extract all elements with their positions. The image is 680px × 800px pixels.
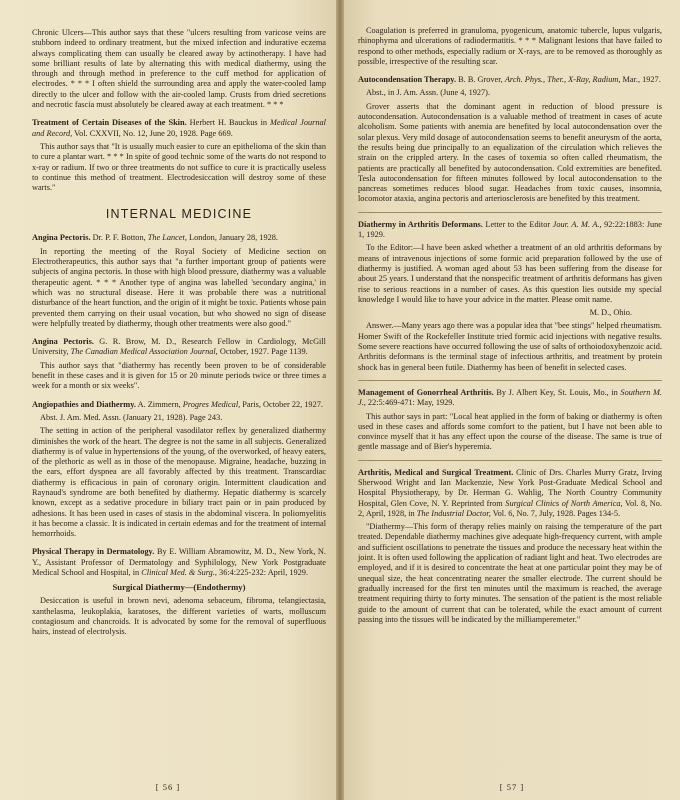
derm-subheading: Surgical Diathermy—(Endothermy)	[112, 582, 246, 593]
arth-citation	[358, 220, 662, 241]
ms-citation-part: Vol. 8, No. 2, April, 1928, in	[358, 498, 662, 518]
auto-citation-part: Mar., 1927.	[620, 75, 661, 85]
derm-journal: Clinical Med. & Surg.,	[141, 568, 217, 578]
auto-citation-part: B. B. Grover,	[456, 75, 505, 85]
ms-citation-part: Vol. 6, No. 7, July, 1928. Pages 134-5.	[490, 508, 621, 518]
angina2-citation	[32, 337, 326, 358]
angio-heading: Angiopathies and Diathermy.	[32, 399, 136, 409]
book-gutter	[336, 0, 344, 800]
gon-journal: Southern M. J.,	[358, 387, 662, 408]
angio-body: The setting in action of the peripheral vasodilator reflex by generalized diathermy diminishes the work of the heart. The degree is not the same in all subjects. Generalized diathermy is of value in hypertensions of the young, of the overworked, of heavy eaters, of the plethoric as well as in those of the menopause. Migraine, headache, buzzing in the ears, effort dyspnea are all favorably affected by this treatment. Transcardiac diathermy is efficacious in pain of coronary origin. Intermittent claudication and Raynaud's syndrome are both benefited by diathermy. Hepatic diathermy is scarcely known, except as a sedative procedure in biliary tract pain or in pain produced by adhesions. It has been used in cases of stasis in the abdominal viscera. In poliomyelitis it has become a classic. It is indicated in certain edemas and for the treatment of internal hemorrhoids.	[32, 426, 326, 539]
derm-citation-part: 36:4:225-232: April, 1929.	[216, 568, 309, 578]
ms-citation-part: Clinic of Drs. Charles Murry Gratz, Irving Sherwood Wright and Ian Mackenzie, New York Post-Graduate Medical School and Hospital Physiotherapy, by Dr. Herman G. Wahlig, The North Country Community Hospital, Glen Cove, N. Y. Reprinted from	[358, 467, 662, 508]
arth-journal: Jour. A. M. A.,	[552, 219, 602, 229]
angio-abstract-ref: Abst. J. Am. Med. Assn. (January 21, 1928). Page 243.	[40, 412, 223, 422]
ms-heading: Arthritis, Medical and Surgical Treatment.	[358, 467, 514, 477]
skin-article-heading: Treatment of Certain Diseases of the Skin.	[32, 118, 187, 128]
angio-journal: Progres Medical,	[182, 399, 241, 409]
angina1-heading: Angina Pectoris.	[32, 233, 91, 243]
auto-abstract-ref: Abst., in J. Am. Assn. (June 4, 1927).	[366, 88, 490, 98]
page-number-left: [ 56 ]	[155, 782, 181, 792]
divider	[358, 212, 662, 213]
ms-journal-2: The Industrial Doctor,	[416, 508, 491, 518]
skin-citation-part: Herbert H. Bauckus in	[186, 118, 271, 128]
angina2-journal: The Canadian Medical Association Journal,	[70, 347, 218, 357]
left-page	[0, 0, 336, 800]
gon-citation	[358, 388, 662, 409]
angina2-citation-part: October, 1927. Page 1139.	[217, 347, 308, 357]
angio-citation	[32, 400, 326, 410]
arth-citation-part: Letter to the Editor	[482, 219, 553, 229]
arth-letter: To the Editor:—I have been asked whether a treatment of an old arthritis deformans by means of intravenous injections of some formic acid preparation followed by the use of diathermy is justified. A woman aged about 53 has been suffering from the disease for about 25 years. I understand that the nonspecific treatment of arthritis deformans has given rise to serious reactions in a number of cases. As this question lies outside my special knowledge I would like to have your advice in the matter. Please omit name.	[358, 243, 662, 304]
arth-citation-part: 92:22:1883: June 1, 1929.	[358, 219, 662, 240]
section-title: INTERNAL MEDICINE	[105, 207, 253, 222]
ms-journal: Surgical Clinics of North America,	[505, 498, 623, 508]
gon-citation-part: By J. Albert Key, St. Louis, Mo., in	[493, 387, 621, 397]
gon-heading: Management of Gonorrheal Arthritis.	[358, 387, 494, 397]
right-page	[344, 0, 680, 800]
skin-citation-part: Vol. CXXVII, No. 12, June 20, 1928. Page 669.	[72, 128, 233, 138]
skin-journal: Medical Journal and Record,	[32, 118, 326, 138]
divider	[358, 380, 662, 381]
angina1-citation	[32, 233, 326, 243]
angina1-journal: The Lancet,	[147, 233, 187, 243]
auto-body: Grover asserts that the dominant agent in reduction of blood pressure is autocondensation. Autocondensation is a valuable method of treatment in cases of acute alcoholism. Some patients with anemia are benefited by local autocondensation over the solar plexus. Very mild dosage of autocondensation seems to benefit aneurysm of the aorta, the results being due principally to an equalization of the circulation which relieves the strain on the crippled artery. In the cases of toxemia so often called rheumatism, the patients are practically all benefited by autocondensation. Cold extremities are benefited. Tesla autocondensation for fifteen minutes followed by local autocondensation to the pancreas sometimes reduces blood sugar. Headaches from toxic causes, insomnia, locomotor ataxia, angina pectoris and arteriosclerosis are benefited by this treatment.	[358, 101, 662, 204]
derm-citation	[32, 547, 326, 578]
derm-heading: Physical Therapy in Dermatology.	[32, 547, 155, 557]
angina1-citation-part: London, January 28, 1928.	[186, 233, 278, 243]
page-number-right: [ 57 ]	[499, 782, 525, 792]
arth-heading: Diathermy in Arthritis Deformans.	[358, 219, 483, 229]
arth-answer: Answer.—Many years ago there was a popular idea that "bee stings" helped rheumatism. Homer Swift of the Rockefeller Institute tried formic acid injections with negative results. Some severe reactions have occurred following the use of salts of orthoiodoxybenzoic acid. Arthritis deformans is the terminal stage of infectious arthritis, and treatment by protein shock has in general been futile. Diathermy has been of benefit in selected cases.	[358, 321, 662, 372]
angina1-citation-part: Dr. P. F. Botton,	[90, 233, 148, 243]
auto-citation	[358, 75, 662, 85]
arth-signature: M. D., Ohio.	[589, 308, 632, 318]
angina2-heading: Angina Pectoris.	[32, 337, 94, 347]
gon-body: This author says in part: "Local heat applied in the form of baking or diathermy is often used in these cases and affords some comfort to the patient, but I have not been able to convince myself that it has any effect upon the course of the disease. The same is true of gentle massage and of Bier's hyperemia.	[358, 411, 662, 452]
derm-body: Desiccation is useful in brown nevi, adenoma sebaceum, fibroma, telangiectasia, xanthelasma, leukoplakia, karatoses, the different varieties of warts, molluscum contagiosum and chancroids. It is advocated by some for the removal of superfluous hairs, instead of electrolysis.	[32, 596, 326, 637]
ulcers-paragraph: Chronic Ulcers—This author says that these "ulcers resulting from varicose veins are stubborn indeed to ordinary treatment, but the mixed infection and indurative eczema always complicating them can usually be cleared away by actinotherapy. I have had some brilliant results of late by alternating this with medical diathermy, using the through and through method in preference to the cuff method for application of electrodes. * * * I often shield the surrounding area and apply the water-cooled lamp directly to the ulcer and follow with the air-cooled lamp. Crusts from dried secretions and necrotic fascia must absolutely be cleared away at each treatment. * * *	[32, 28, 326, 110]
angina2-body: This author says that "diathermy has recently been proven to be of considerable benefit in these cases and it is given for 15 or 20 minute periods twice or three times a week for a month or six weeks".	[32, 360, 326, 391]
angina2-citation-part: G. R. Brow, M. D., Research Fellow in Cardiology, McGill University,	[32, 337, 326, 357]
coagulation-paragraph: Coagulation is preferred in granuloma, pyogenicum, anatomic tubercle, lupus vulgaris, rhinophyma and ulcerations of radiodermatitis. * * * Malignant lesions that have failed to respond to other methods, especially radium or X-rays, are to be removed as thoroughly as possible, irrespective of the resulting scar.	[358, 26, 662, 66]
skin-article-citation	[32, 118, 326, 139]
divider	[358, 460, 662, 461]
angio-citation-part: A. Zimmern,	[135, 399, 183, 409]
angio-citation-part: Paris, October 22, 1927.	[240, 399, 323, 409]
ms-citation	[358, 468, 662, 519]
ms-body: "Diathermy—This form of therapy relies mainly on raising the temperature of the part treated. Dependable diathermy machines give adequate high-frequency current, with ample and sufficient oscillations to penetrate the tissues and produce the necessary heat within the joint. It is often used following the application of radiant light and heat. Two electrodes are employed, and if it is desired to concentrate the heat at one particular point they may be of unequal size, the heat concentrating nearer the smaller electrode. The current should be gradually increased for the first ten minutes until the maximum is reached, the average treatment requiring thirty to forty minutes. The sensation of the patient is the most reliable guide to the amount of current that can be tolerated, while the exact amount of current passing into the tissues will be indicated by the milliamperemeter."	[358, 522, 662, 624]
angina1-body: In reporting the meeting of the Royal Society of Medicine section on Electrotherapeutics, this author says that "a further important group of patients were subjects of angina pectoris. In those with high blood pressure, diathermy was a valuable therapeutic agent. * * * Another type of angina was labelled 'secondary angina,' in which was no structural disease. Here it was probable there was a nutritional disturbance of the heart function, and the origin of it might be toxic. Patients whose pain prevented them carrying on their usual vocation, but who showed no sign of disease were helpfully treated by diathermy, though other treatments were also good."	[32, 246, 326, 328]
derm-citation-part: By E. William Abramowitz, M. D., New York, N. Y., Assistant Professor of Dermatology and Syphilology, New York Postgraduate Medical School and Hospital, in	[32, 547, 326, 578]
auto-journal: Arch. Phys., Ther., X-Ray, Radium,	[504, 75, 621, 85]
auto-heading: Autocondensation Therapy.	[358, 75, 457, 85]
gon-citation-part: 22:5:469-471: May, 1929.	[365, 398, 455, 408]
skin-article-body: This author says that "It is usually much easier to cure an epithelioma of the skin than to cure a plantar wart. * * * In spite of good technic some of the warts do not respond to x-ray or radium. If two or three treatments do not suffice to cure it is practically useless to continue this method of treatment. Electrodesiccation will destroy some of these warts."	[32, 141, 326, 193]
